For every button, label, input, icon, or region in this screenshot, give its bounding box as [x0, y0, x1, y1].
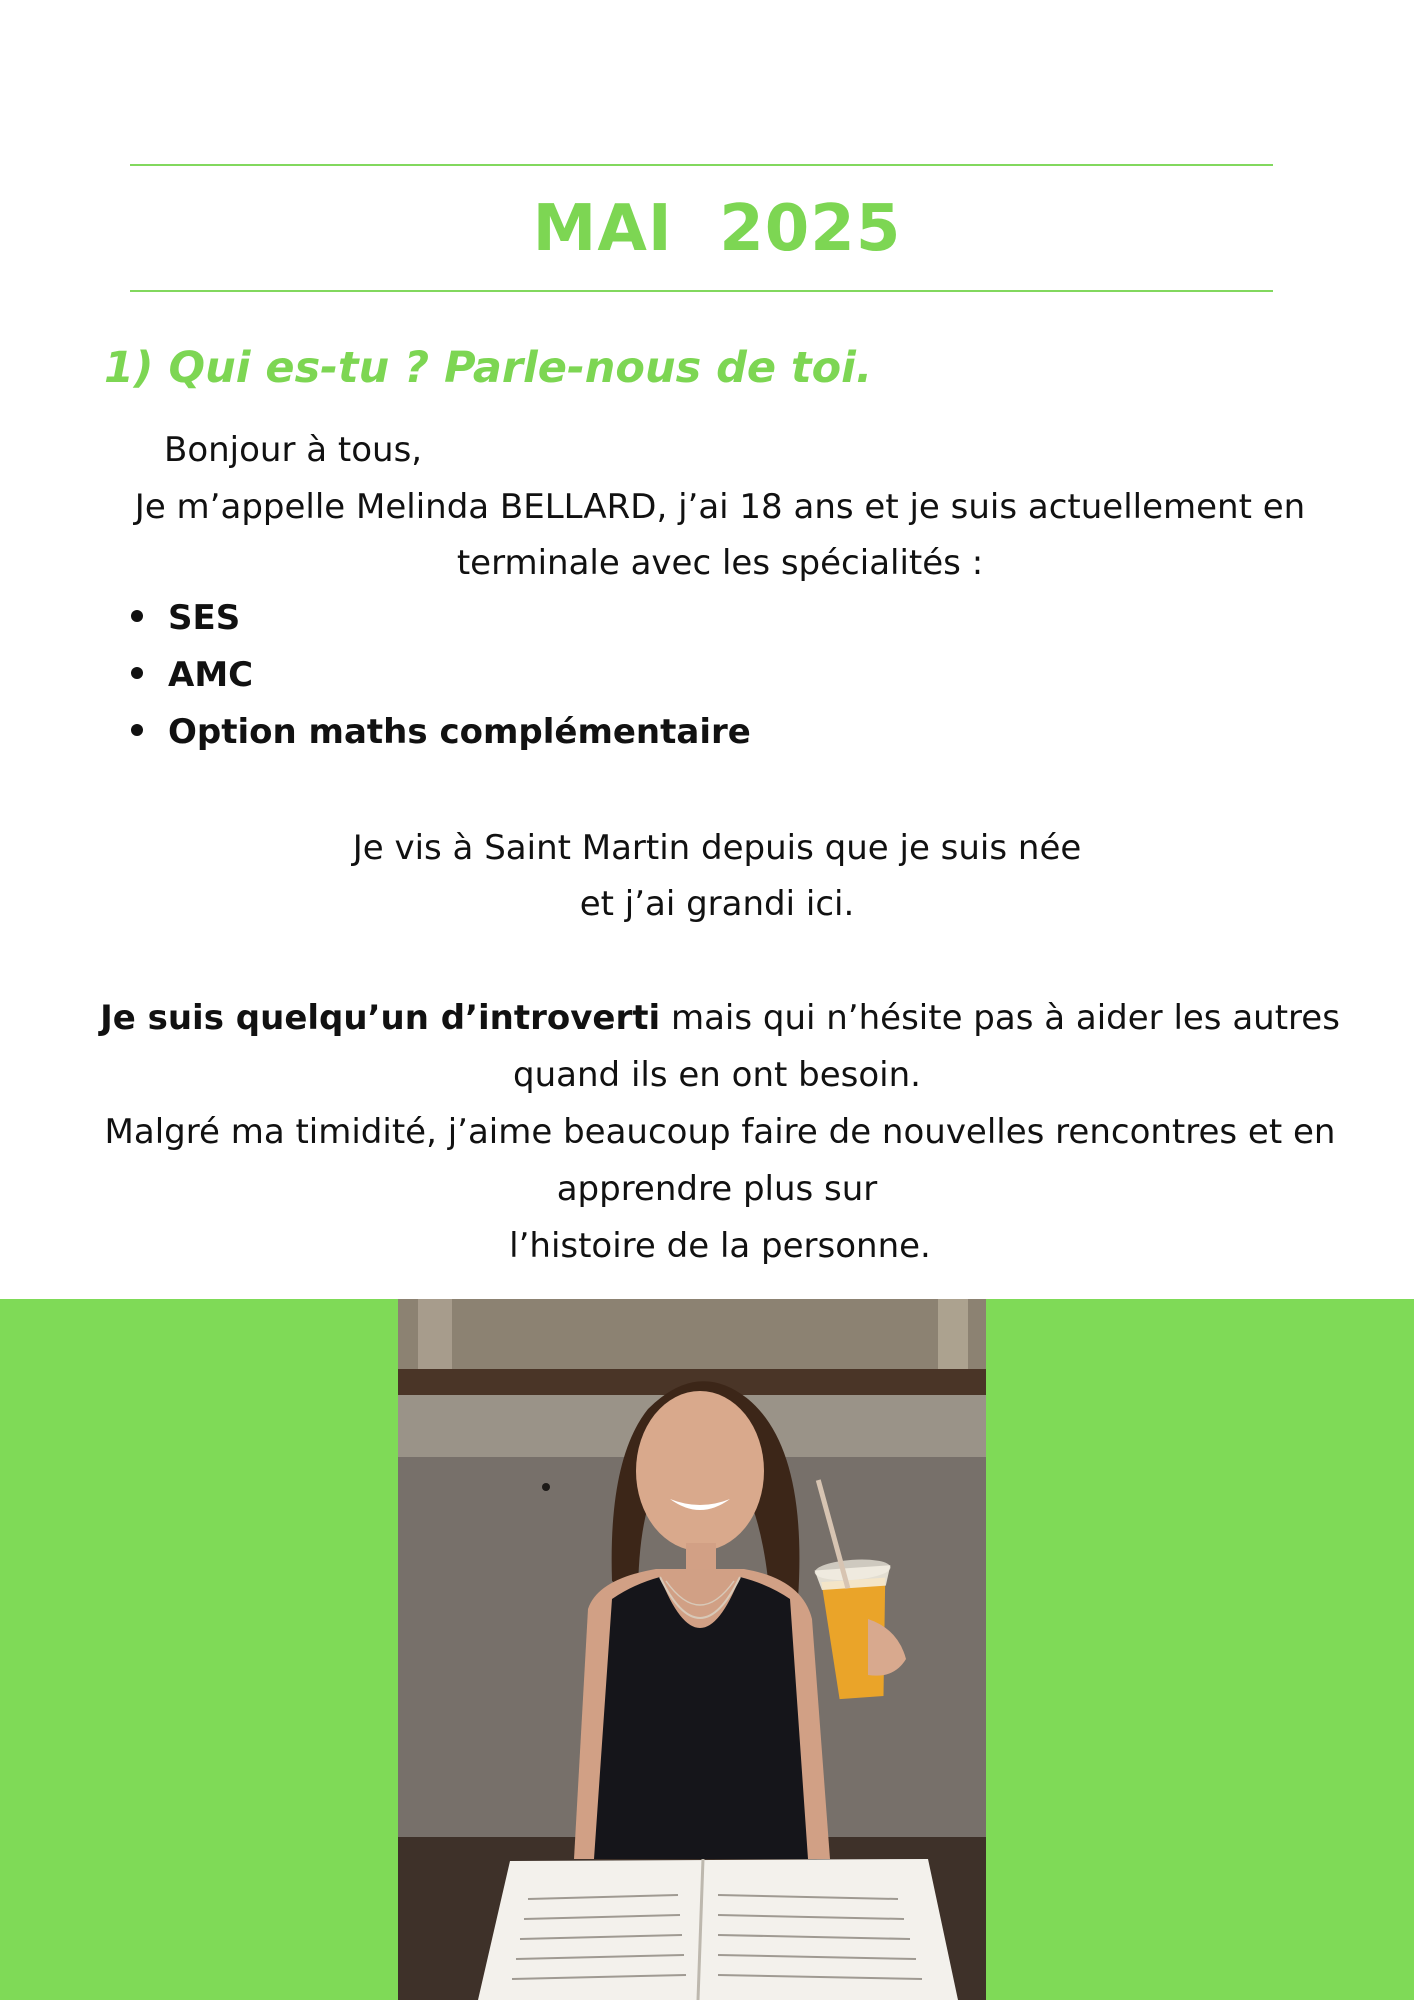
specialties-list: [126, 596, 751, 767]
living-text-line-1: Je vis à Saint Martin depuis que je suis née: [352, 828, 1082, 868]
specialty-label: Option maths complémentaire: [168, 712, 751, 752]
bullet-icon: [131, 724, 143, 736]
list-item: [126, 710, 751, 767]
personality-text-line-5: l’histoire de la personne.: [509, 1226, 931, 1266]
personality-line-1-rest: mais qui n’hésite pas à aider les autres: [660, 998, 1340, 1038]
specialty-label: SES: [168, 598, 241, 638]
intro-text-line-2: terminale avec les spécialités :: [456, 543, 984, 583]
page-title: MAI 2025: [532, 192, 902, 266]
living-text-line-2: et j’ai grandi ici.: [579, 884, 855, 924]
bullet-icon: [131, 667, 143, 679]
greeting-text: Bonjour à tous,: [164, 430, 423, 470]
list-item: [126, 596, 751, 653]
section-question-heading: 1) Qui es-tu ? Parle-nous de toi.: [104, 343, 873, 393]
title-top-rule: [130, 164, 1273, 166]
bullet-icon: [131, 610, 143, 622]
list-item: [126, 653, 751, 710]
personality-text-line-2: quand ils en ont besoin.: [513, 1055, 921, 1095]
personality-text-line-1: [0, 996, 1414, 1040]
title-bottom-rule: [130, 290, 1273, 292]
personality-text-line-3: Malgré ma timidité, j’aime beaucoup faire de nouvelles rencontres et en: [104, 1112, 1336, 1152]
portrait-photo: [398, 1299, 986, 2000]
personality-text-line-4: apprendre plus sur: [556, 1169, 878, 1209]
specialty-label: AMC: [168, 655, 254, 695]
intro-text-line-1: Je m’appelle Melinda BELLARD, j’ai 18 ans et je suis actuellement en: [134, 487, 1306, 527]
personality-bold-lead: Je suis quelqu’un d’introverti: [100, 998, 661, 1038]
